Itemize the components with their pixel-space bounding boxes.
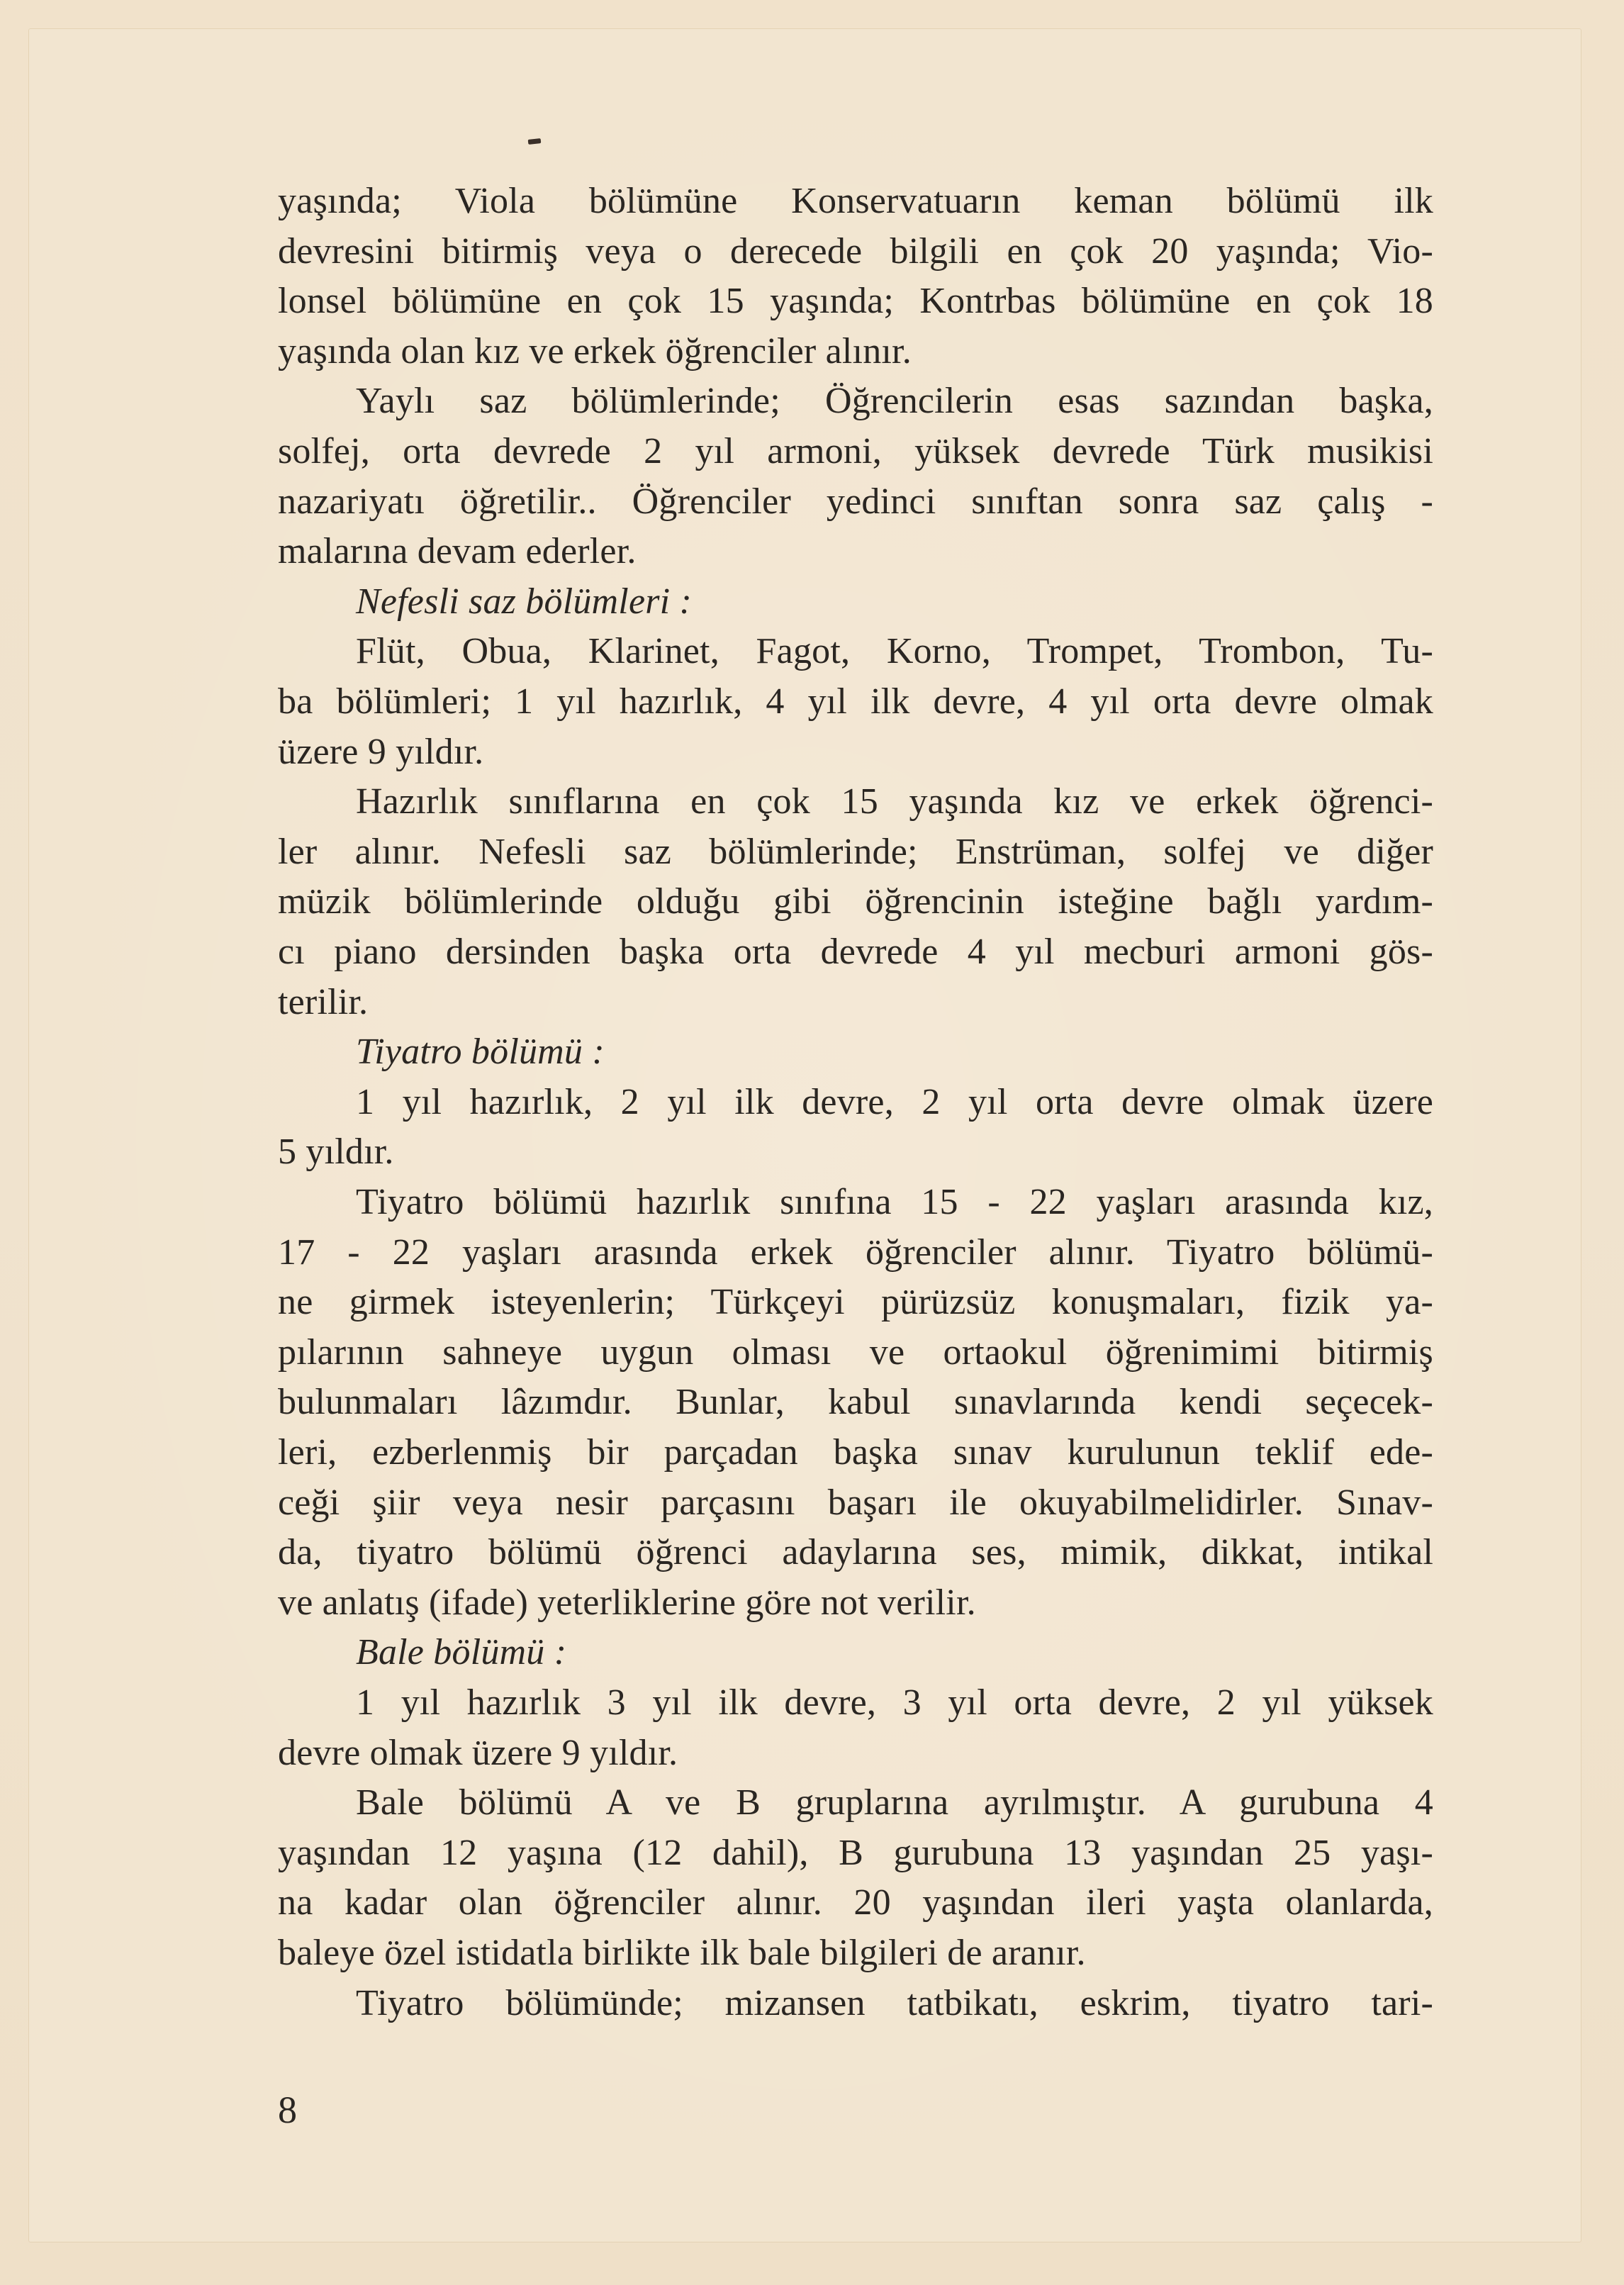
text-line: ceği şiir veya nesir parçasını başarı ile okuyabilmelidirler. Sınav- (278, 1482, 1433, 1523)
text-line: müzik bölümlerinde olduğu gibi öğrencinin isteğine bağlı yardım- (278, 881, 1433, 922)
text-line: cı piano dersinden başka orta devrede 4 yıl mecburi armoni gös- (278, 932, 1433, 972)
text-line: devresini bitirmiş veya o derecede bilgili en çok 20 yaşında; Vio- (278, 230, 1433, 272)
text-line: ne girmek isteyenlerin; Türkçeyi pürüzsüz konuşmaları, fizik ya- (278, 1282, 1433, 1323)
text-line: Bale bölümü A ve B gruplarına ayrılmıştır. A gurubuna 4 (356, 1782, 1433, 1823)
text-line: 5 yıldır. (278, 1132, 394, 1173)
text-line: 1 yıl hazırlık 3 yıl ilk devre, 3 yıl orta devre, 2 yıl yüksek (356, 1682, 1433, 1723)
section-heading: Tiyatro bölümü : (356, 1032, 605, 1073)
text-line: leri, ezberlenmiş bir parçadan başka sınav kurulunun teklif ede- (278, 1432, 1433, 1473)
text-line: ler alınır. Nefesli saz bölümlerinde; Enstrüman, solfej ve diğer (278, 831, 1433, 872)
page-number: 8 (278, 2089, 297, 2131)
text-line: ba bölümleri; 1 yıl hazırlık, 4 yıl ilk devre, 4 yıl orta devre olmak (278, 681, 1433, 722)
text-line: nazariyatı öğretilir.. Öğrenciler yedinci sınıftan sonra saz çalış - (278, 481, 1433, 522)
text-line: terilir. (278, 981, 369, 1022)
section-heading: Nefesli saz bölümleri : (356, 581, 693, 622)
text-line: lonsel bölümüne en çok 15 yaşında; Kontrbas bölümüne en çok 18 (278, 281, 1433, 322)
text-line: Tiyatro bölümü hazırlık sınıfına 15 - 22 yaşları arasında kız, (356, 1182, 1433, 1222)
section-heading: Bale bölümü : (356, 1632, 567, 1673)
body-text (278, 0, 1433, 2285)
text-line: üzere 9 yıldır. (278, 731, 484, 772)
text-line: Flüt, Obua, Klarinet, Fagot, Korno, Trompet, Trombon, Tu- (356, 631, 1433, 672)
text-line: na kadar olan öğrenciler alınır. 20 yaşından ileri yaşta olanlarda, (278, 1882, 1433, 1923)
text-line: yaşında olan kız ve erkek öğrenciler alınır. (278, 330, 912, 371)
text-line: solfej, orta devrede 2 yıl armoni, yüksek devrede Türk musikisi (278, 431, 1433, 471)
text-line: 1 yıl hazırlık, 2 yıl ilk devre, 2 yıl orta devre olmak üzere (356, 1081, 1433, 1122)
text-line: Yaylı saz bölümlerinde; Öğrencilerin esas sazından başka, (356, 381, 1433, 422)
text-line: baleye özel istidatla birlikte ilk bale bilgileri de aranır. (278, 1933, 1086, 1973)
text-line: ve anlatış (ifade) yeterliklerine göre not verilir. (278, 1582, 976, 1623)
text-line: yaşında; Viola bölümüne Konservatuarın keman bölümü ilk (278, 181, 1433, 221)
text-line: Tiyatro bölümünde; mizansen tatbikatı, eskrim, tiyatro tari- (356, 1982, 1433, 2023)
text-line: pılarının sahneye uygun olması ve ortaokul öğrenimimi bitirmiş (278, 1331, 1433, 1373)
text-line: devre olmak üzere 9 yıldır. (278, 1732, 678, 1773)
text-line: malarına devam ederler. (278, 531, 637, 572)
text-line: da, tiyatro bölümü öğrenci adaylarına ses, mimik, dikkat, intikal (278, 1532, 1433, 1573)
text-line: Hazırlık sınıflarına en çok 15 yaşında kız ve erkek öğrenci- (356, 781, 1433, 822)
text-line: bulunmaları lâzımdır. Bunlar, kabul sınavlarında kendi seçecek- (278, 1382, 1433, 1423)
text-line: yaşından 12 yaşına (12 dahil), B gurubuna 13 yaşından 25 yaşı- (278, 1832, 1433, 1873)
text-line: 17 - 22 yaşları arasında erkek öğrenciler alınır. Tiyatro bölümü- (278, 1231, 1433, 1273)
